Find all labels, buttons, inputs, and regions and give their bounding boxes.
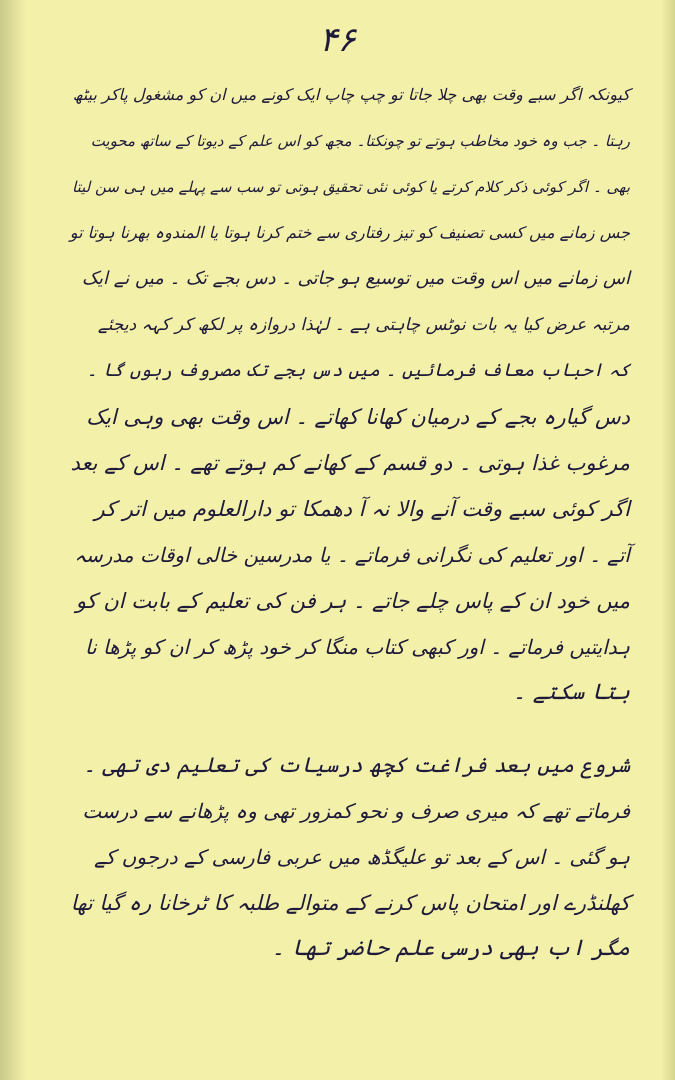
- page-edge-shadow: [661, 0, 675, 1080]
- text-line: کہ احباب معاف فرمائیں ۔ میں دس بجے تک مصروف رہوں گا ۔: [86, 360, 630, 381]
- text-line: فرماتے تھے کہ میری صرف و نحو کمزور تھی وہ پڑھانے سے درست: [82, 799, 630, 823]
- text-line: شروع میں بعد فراغت کچھ درسیات کی تعلیم دی تھی ۔: [83, 753, 630, 777]
- text-line: بھی ۔ اگر کوئی ذکر کلام کرتے یا کوئی نئی تحقیق ہوتی تو سب سے پہلے میں ہی سن لیتا: [72, 178, 630, 196]
- text-line: کیونکہ اگر سبے وقت بھی چلا جاتا تو چپ چاپ ایک کونے میں ان کو مشغول پاکر بیٹھ: [72, 85, 630, 104]
- text-line: مرغوب غذا ہوتی ۔ دو قسم کے کھانے کم ہوتے تھے ۔ اس کے بعد: [70, 451, 630, 475]
- text-line: اگر کوئی سبے وقت آنے والا نہ آ دھمکا تو دارالعلوم میں اتر کر: [94, 497, 630, 521]
- text-line: اس زمانے میں اس وقت میں توسیع ہو جاتی ۔ دس بجے تک ۔ میں نے ایک: [81, 268, 630, 289]
- text-line: ہو گئی ۔ اس کے بعد تو علیگڈھ میں عربی فارسی کے درجوں کے: [94, 845, 630, 869]
- binding-shadow: [0, 0, 26, 1080]
- page-number: ۴۶: [319, 20, 356, 60]
- text-line: دس گیارہ بجے کے درمیان کھانا کھاتے ۔ اس وقت بھی وہی ایک: [86, 405, 630, 429]
- text-line: میں خود ان کے پاس چلے جاتے ۔ ہر فن کی تعلیم کے بابت ان کو: [75, 589, 630, 613]
- text-line: کھلنڈرے اور امتحان پاس کرنے کے متوالے طلبہ کا ٹرخانا رہ گیا تھا: [70, 891, 630, 915]
- text-line: آتے ۔ اور تعلیم کی نگرانی فرماتے ۔ یا مدرسین خالی اوقات مدرسہ: [74, 543, 630, 567]
- text-line: مرتبہ عرض کیا یہ بات نوٹس چاہتی ہے ۔ لہٰذا دروازہ پر لکھ کر کہہ دیجئے: [97, 315, 630, 335]
- text-line: مگر اب بھی درسی علم حاضر تھا ۔: [271, 936, 630, 961]
- text-line: رہتا ۔ جب وہ خود مخاطب ہوتے تو چونکتا۔ مجھ کو اس علم کے دیوتا کے ساتھ محویت: [90, 132, 630, 150]
- text-line: بتا سکتے ۔: [512, 680, 630, 705]
- text-line: جس زمانے میں کسی تصنیف کو تیز رفتاری سے ختم کرنا ہوتا یا المندوہ بھرنا ہوتا تو: [69, 223, 630, 242]
- text-line: ہدایتیں فرماتے ۔ اور کبھی کتاب منگا کر خود پڑھ کر ان کو پڑھا نا: [84, 635, 630, 659]
